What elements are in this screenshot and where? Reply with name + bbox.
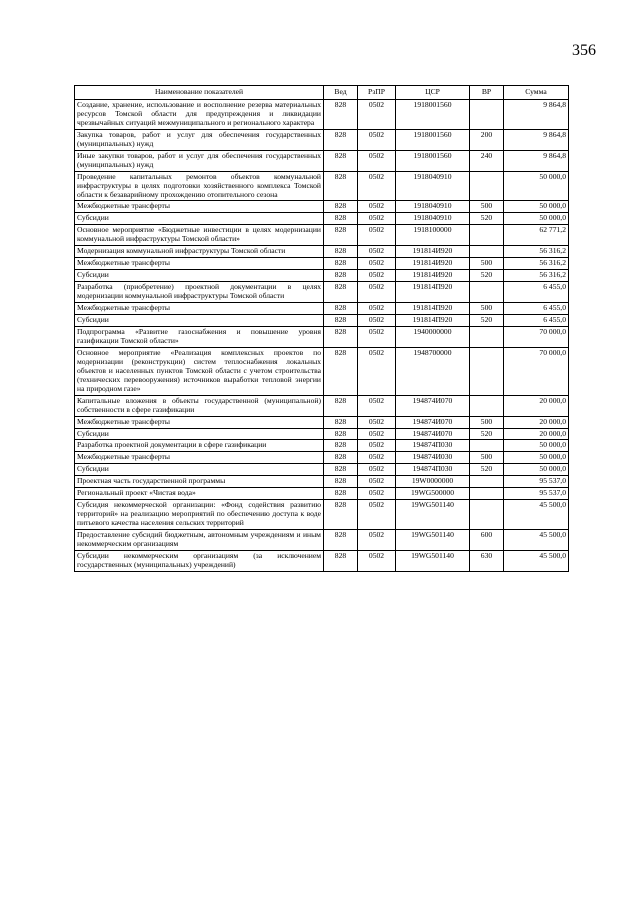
cell-indicator-name: Модернизация коммунальной инфраструктуры Томской области	[75, 246, 324, 258]
cell-sum: 45 500,0	[504, 500, 569, 530]
cell-rzpr: 0502	[358, 416, 396, 428]
table-row	[75, 476, 569, 488]
cell-vr: 520	[470, 464, 504, 476]
cell-rzpr: 0502	[358, 428, 396, 440]
cell-vr	[470, 326, 504, 347]
cell-csr: 194874И070	[396, 416, 470, 428]
table-row	[75, 99, 569, 129]
table-row	[75, 282, 569, 303]
cell-sum: 45 500,0	[504, 530, 569, 551]
cell-csr: 194874И070	[396, 428, 470, 440]
cell-sum: 95 537,0	[504, 476, 569, 488]
table-row	[75, 440, 569, 452]
cell-vr	[470, 246, 504, 258]
cell-ved: 828	[324, 270, 358, 282]
cell-csr: 191814И920	[396, 270, 470, 282]
cell-ved: 828	[324, 225, 358, 246]
cell-vr	[470, 440, 504, 452]
page-number: 356	[572, 42, 596, 59]
table-row	[75, 201, 569, 213]
cell-csr: 194874П030	[396, 464, 470, 476]
cell-indicator-name: Разработка проектной документации в сфере газификации	[75, 440, 324, 452]
cell-sum: 45 500,0	[504, 550, 569, 571]
cell-ved: 828	[324, 440, 358, 452]
cell-rzpr: 0502	[358, 464, 396, 476]
cell-ved: 828	[324, 303, 358, 315]
cell-vr: 500	[470, 201, 504, 213]
cell-sum: 9 864,8	[504, 150, 569, 171]
table-body	[75, 99, 569, 571]
cell-sum: 9 864,8	[504, 129, 569, 150]
cell-csr: 19WG501140	[396, 550, 470, 571]
cell-indicator-name: Межбюджетные трансферты	[75, 258, 324, 270]
cell-rzpr: 0502	[358, 476, 396, 488]
cell-indicator-name: Субсидии	[75, 270, 324, 282]
cell-rzpr: 0502	[358, 550, 396, 571]
cell-indicator-name: Основное мероприятие «Бюджетные инвестиции в целях модернизации коммунальной инфраструктуры Томской области»	[75, 225, 324, 246]
cell-indicator-name: Закупка товаров, работ и услуг для обеспечения государственных (муниципальных) нужд	[75, 129, 324, 150]
cell-indicator-name: Субсидии	[75, 464, 324, 476]
cell-csr: 19WG501140	[396, 530, 470, 551]
cell-csr: 194874И030	[396, 452, 470, 464]
table-head	[75, 86, 569, 100]
cell-sum: 70 000,0	[504, 326, 569, 347]
cell-sum: 50 000,0	[504, 171, 569, 201]
cell-ved: 828	[324, 488, 358, 500]
budget-table	[74, 85, 569, 572]
cell-ved: 828	[324, 282, 358, 303]
cell-sum: 6 455,0	[504, 303, 569, 315]
cell-sum: 50 000,0	[504, 213, 569, 225]
cell-csr: 1918040910	[396, 213, 470, 225]
cell-vr: 630	[470, 550, 504, 571]
cell-vr: 520	[470, 213, 504, 225]
cell-indicator-name: Создание, хранение, использование и восполнение резерва материальных ресурсов Томской области для предупреждения и ликвидации чрезвычайных ситуаций межмуниципального и регионального характера	[75, 99, 324, 129]
cell-csr: 194874И070	[396, 395, 470, 416]
column-header-csr: ЦСР	[396, 86, 470, 100]
cell-vr	[470, 347, 504, 395]
cell-ved: 828	[324, 246, 358, 258]
cell-ved: 828	[324, 550, 358, 571]
cell-vr	[470, 282, 504, 303]
table-row	[75, 347, 569, 395]
cell-rzpr: 0502	[358, 440, 396, 452]
cell-vr: 500	[470, 258, 504, 270]
cell-csr: 19WG500000	[396, 488, 470, 500]
cell-vr	[470, 395, 504, 416]
cell-csr: 191814П920	[396, 282, 470, 303]
column-header-ved: Вед	[324, 86, 358, 100]
cell-rzpr: 0502	[358, 282, 396, 303]
cell-csr: 191814П920	[396, 303, 470, 315]
cell-rzpr: 0502	[358, 129, 396, 150]
column-header-rzpr: РзПР	[358, 86, 396, 100]
cell-sum: 70 000,0	[504, 347, 569, 395]
table-row	[75, 270, 569, 282]
cell-ved: 828	[324, 315, 358, 327]
cell-indicator-name: Субсидия некоммерческой организации: «Фонд содействия развитию территорий» на реализацию мероприятий по обеспечению доступа к воде питьевого качества населения сельских территорий	[75, 500, 324, 530]
table-row	[75, 416, 569, 428]
cell-vr: 520	[470, 428, 504, 440]
table-row	[75, 500, 569, 530]
cell-sum: 6 455,0	[504, 282, 569, 303]
cell-sum: 56 316,2	[504, 270, 569, 282]
cell-rzpr: 0502	[358, 315, 396, 327]
cell-indicator-name: Разработка (приобретение) проектной документации в целях модернизации коммунальной инфраструктуры Томской области	[75, 282, 324, 303]
cell-sum: 50 000,0	[504, 452, 569, 464]
cell-rzpr: 0502	[358, 395, 396, 416]
cell-sum: 20 000,0	[504, 428, 569, 440]
cell-vr: 520	[470, 315, 504, 327]
cell-csr: 1918040910	[396, 171, 470, 201]
table-row	[75, 530, 569, 551]
cell-sum: 95 537,0	[504, 488, 569, 500]
cell-sum: 9 864,8	[504, 99, 569, 129]
cell-indicator-name: Проведение капитальных ремонтов объектов коммунальной инфраструктуры в целях подготовки хозяйственного комплекса Томской области к безаварийному прохождению отопительного сезона	[75, 171, 324, 201]
cell-ved: 828	[324, 530, 358, 551]
cell-vr	[470, 500, 504, 530]
cell-indicator-name: Региональный проект «Чистая вода»	[75, 488, 324, 500]
cell-indicator-name: Предоставление субсидий бюджетным, автономным учреждениям и иным некоммерческим организациям	[75, 530, 324, 551]
cell-ved: 828	[324, 150, 358, 171]
cell-ved: 828	[324, 500, 358, 530]
cell-csr: 1918001560	[396, 150, 470, 171]
cell-indicator-name: Субсидии	[75, 428, 324, 440]
cell-indicator-name: Межбюджетные трансферты	[75, 452, 324, 464]
cell-csr: 191814И920	[396, 258, 470, 270]
cell-vr	[470, 99, 504, 129]
cell-csr: 1940000000	[396, 326, 470, 347]
cell-rzpr: 0502	[358, 171, 396, 201]
cell-rzpr: 0502	[358, 201, 396, 213]
column-header-name: Наименование показателей	[75, 86, 324, 100]
cell-sum: 6 455,0	[504, 315, 569, 327]
cell-ved: 828	[324, 258, 358, 270]
table-row	[75, 225, 569, 246]
table-row	[75, 326, 569, 347]
cell-indicator-name: Капитальные вложения в объекты государственной (муниципальной) собственности в сфере газификации	[75, 395, 324, 416]
cell-vr	[470, 225, 504, 246]
cell-indicator-name: Межбюджетные трансферты	[75, 303, 324, 315]
table-row	[75, 395, 569, 416]
cell-ved: 828	[324, 452, 358, 464]
cell-ved: 828	[324, 347, 358, 395]
table-row	[75, 129, 569, 150]
cell-vr: 500	[470, 452, 504, 464]
cell-rzpr: 0502	[358, 303, 396, 315]
cell-rzpr: 0502	[358, 326, 396, 347]
cell-csr: 1948700000	[396, 347, 470, 395]
cell-ved: 828	[324, 99, 358, 129]
cell-csr: 19W0000000	[396, 476, 470, 488]
cell-indicator-name: Межбюджетные трансферты	[75, 201, 324, 213]
cell-indicator-name: Субсидии	[75, 213, 324, 225]
table-row	[75, 171, 569, 201]
table-row	[75, 464, 569, 476]
cell-vr: 500	[470, 416, 504, 428]
cell-indicator-name: Иные закупки товаров, работ и услуг для обеспечения государственных (муниципальных) нужд	[75, 150, 324, 171]
cell-csr: 191814П920	[396, 315, 470, 327]
cell-rzpr: 0502	[358, 213, 396, 225]
cell-rzpr: 0502	[358, 530, 396, 551]
cell-indicator-name: Подпрограмма «Развитие газоснабжения и повышение уровня газификации Томской области»	[75, 326, 324, 347]
cell-vr: 240	[470, 150, 504, 171]
cell-ved: 828	[324, 395, 358, 416]
cell-ved: 828	[324, 464, 358, 476]
cell-rzpr: 0502	[358, 150, 396, 171]
cell-sum: 56 316,2	[504, 246, 569, 258]
table-row	[75, 428, 569, 440]
cell-indicator-name: Субсидии некоммерческим организациям (за исключением государственных (муниципальных) учреждений)	[75, 550, 324, 571]
cell-csr: 1918001560	[396, 99, 470, 129]
cell-indicator-name: Основное мероприятие «Реализация комплексных проектов по модернизации (реконструкции) систем теплоснабжения локальных объектов и населенных пунктов Томской области с учетом строительства (технических перевооружения) источников выработки тепловой энергии на природном газе»	[75, 347, 324, 395]
cell-csr: 1918040910	[396, 201, 470, 213]
cell-csr: 194874П030	[396, 440, 470, 452]
cell-ved: 828	[324, 428, 358, 440]
cell-sum: 20 000,0	[504, 395, 569, 416]
table-row	[75, 488, 569, 500]
cell-rzpr: 0502	[358, 500, 396, 530]
cell-csr: 191814И920	[396, 246, 470, 258]
cell-ved: 828	[324, 476, 358, 488]
cell-rzpr: 0502	[358, 488, 396, 500]
cell-vr: 520	[470, 270, 504, 282]
cell-ved: 828	[324, 201, 358, 213]
cell-sum: 20 000,0	[504, 416, 569, 428]
cell-csr: 19WG501140	[396, 500, 470, 530]
table-row	[75, 258, 569, 270]
table-header-row	[75, 86, 569, 100]
table-row	[75, 550, 569, 571]
table-row	[75, 150, 569, 171]
cell-ved: 828	[324, 171, 358, 201]
cell-rzpr: 0502	[358, 225, 396, 246]
cell-sum: 62 771,2	[504, 225, 569, 246]
cell-sum: 50 000,0	[504, 440, 569, 452]
cell-ved: 828	[324, 129, 358, 150]
cell-indicator-name: Межбюджетные трансферты	[75, 416, 324, 428]
cell-indicator-name: Субсидии	[75, 315, 324, 327]
cell-vr	[470, 476, 504, 488]
cell-ved: 828	[324, 213, 358, 225]
budget-table-container	[74, 85, 568, 572]
cell-rzpr: 0502	[358, 258, 396, 270]
cell-rzpr: 0502	[358, 99, 396, 129]
cell-rzpr: 0502	[358, 347, 396, 395]
cell-rzpr: 0502	[358, 246, 396, 258]
cell-ved: 828	[324, 416, 358, 428]
cell-vr	[470, 488, 504, 500]
cell-sum: 50 000,0	[504, 201, 569, 213]
cell-sum: 50 000,0	[504, 464, 569, 476]
cell-vr	[470, 171, 504, 201]
cell-ved: 828	[324, 326, 358, 347]
cell-csr: 1918001560	[396, 129, 470, 150]
table-row	[75, 315, 569, 327]
cell-csr: 1918100000	[396, 225, 470, 246]
column-header-vr: ВР	[470, 86, 504, 100]
cell-sum: 56 316,2	[504, 258, 569, 270]
table-row	[75, 246, 569, 258]
cell-vr: 500	[470, 303, 504, 315]
cell-vr: 200	[470, 129, 504, 150]
table-row	[75, 303, 569, 315]
column-header-sum: Сумма	[504, 86, 569, 100]
cell-vr: 600	[470, 530, 504, 551]
cell-rzpr: 0502	[358, 452, 396, 464]
cell-indicator-name: Проектная часть государственной программы	[75, 476, 324, 488]
table-row	[75, 213, 569, 225]
cell-rzpr: 0502	[358, 270, 396, 282]
table-row	[75, 452, 569, 464]
